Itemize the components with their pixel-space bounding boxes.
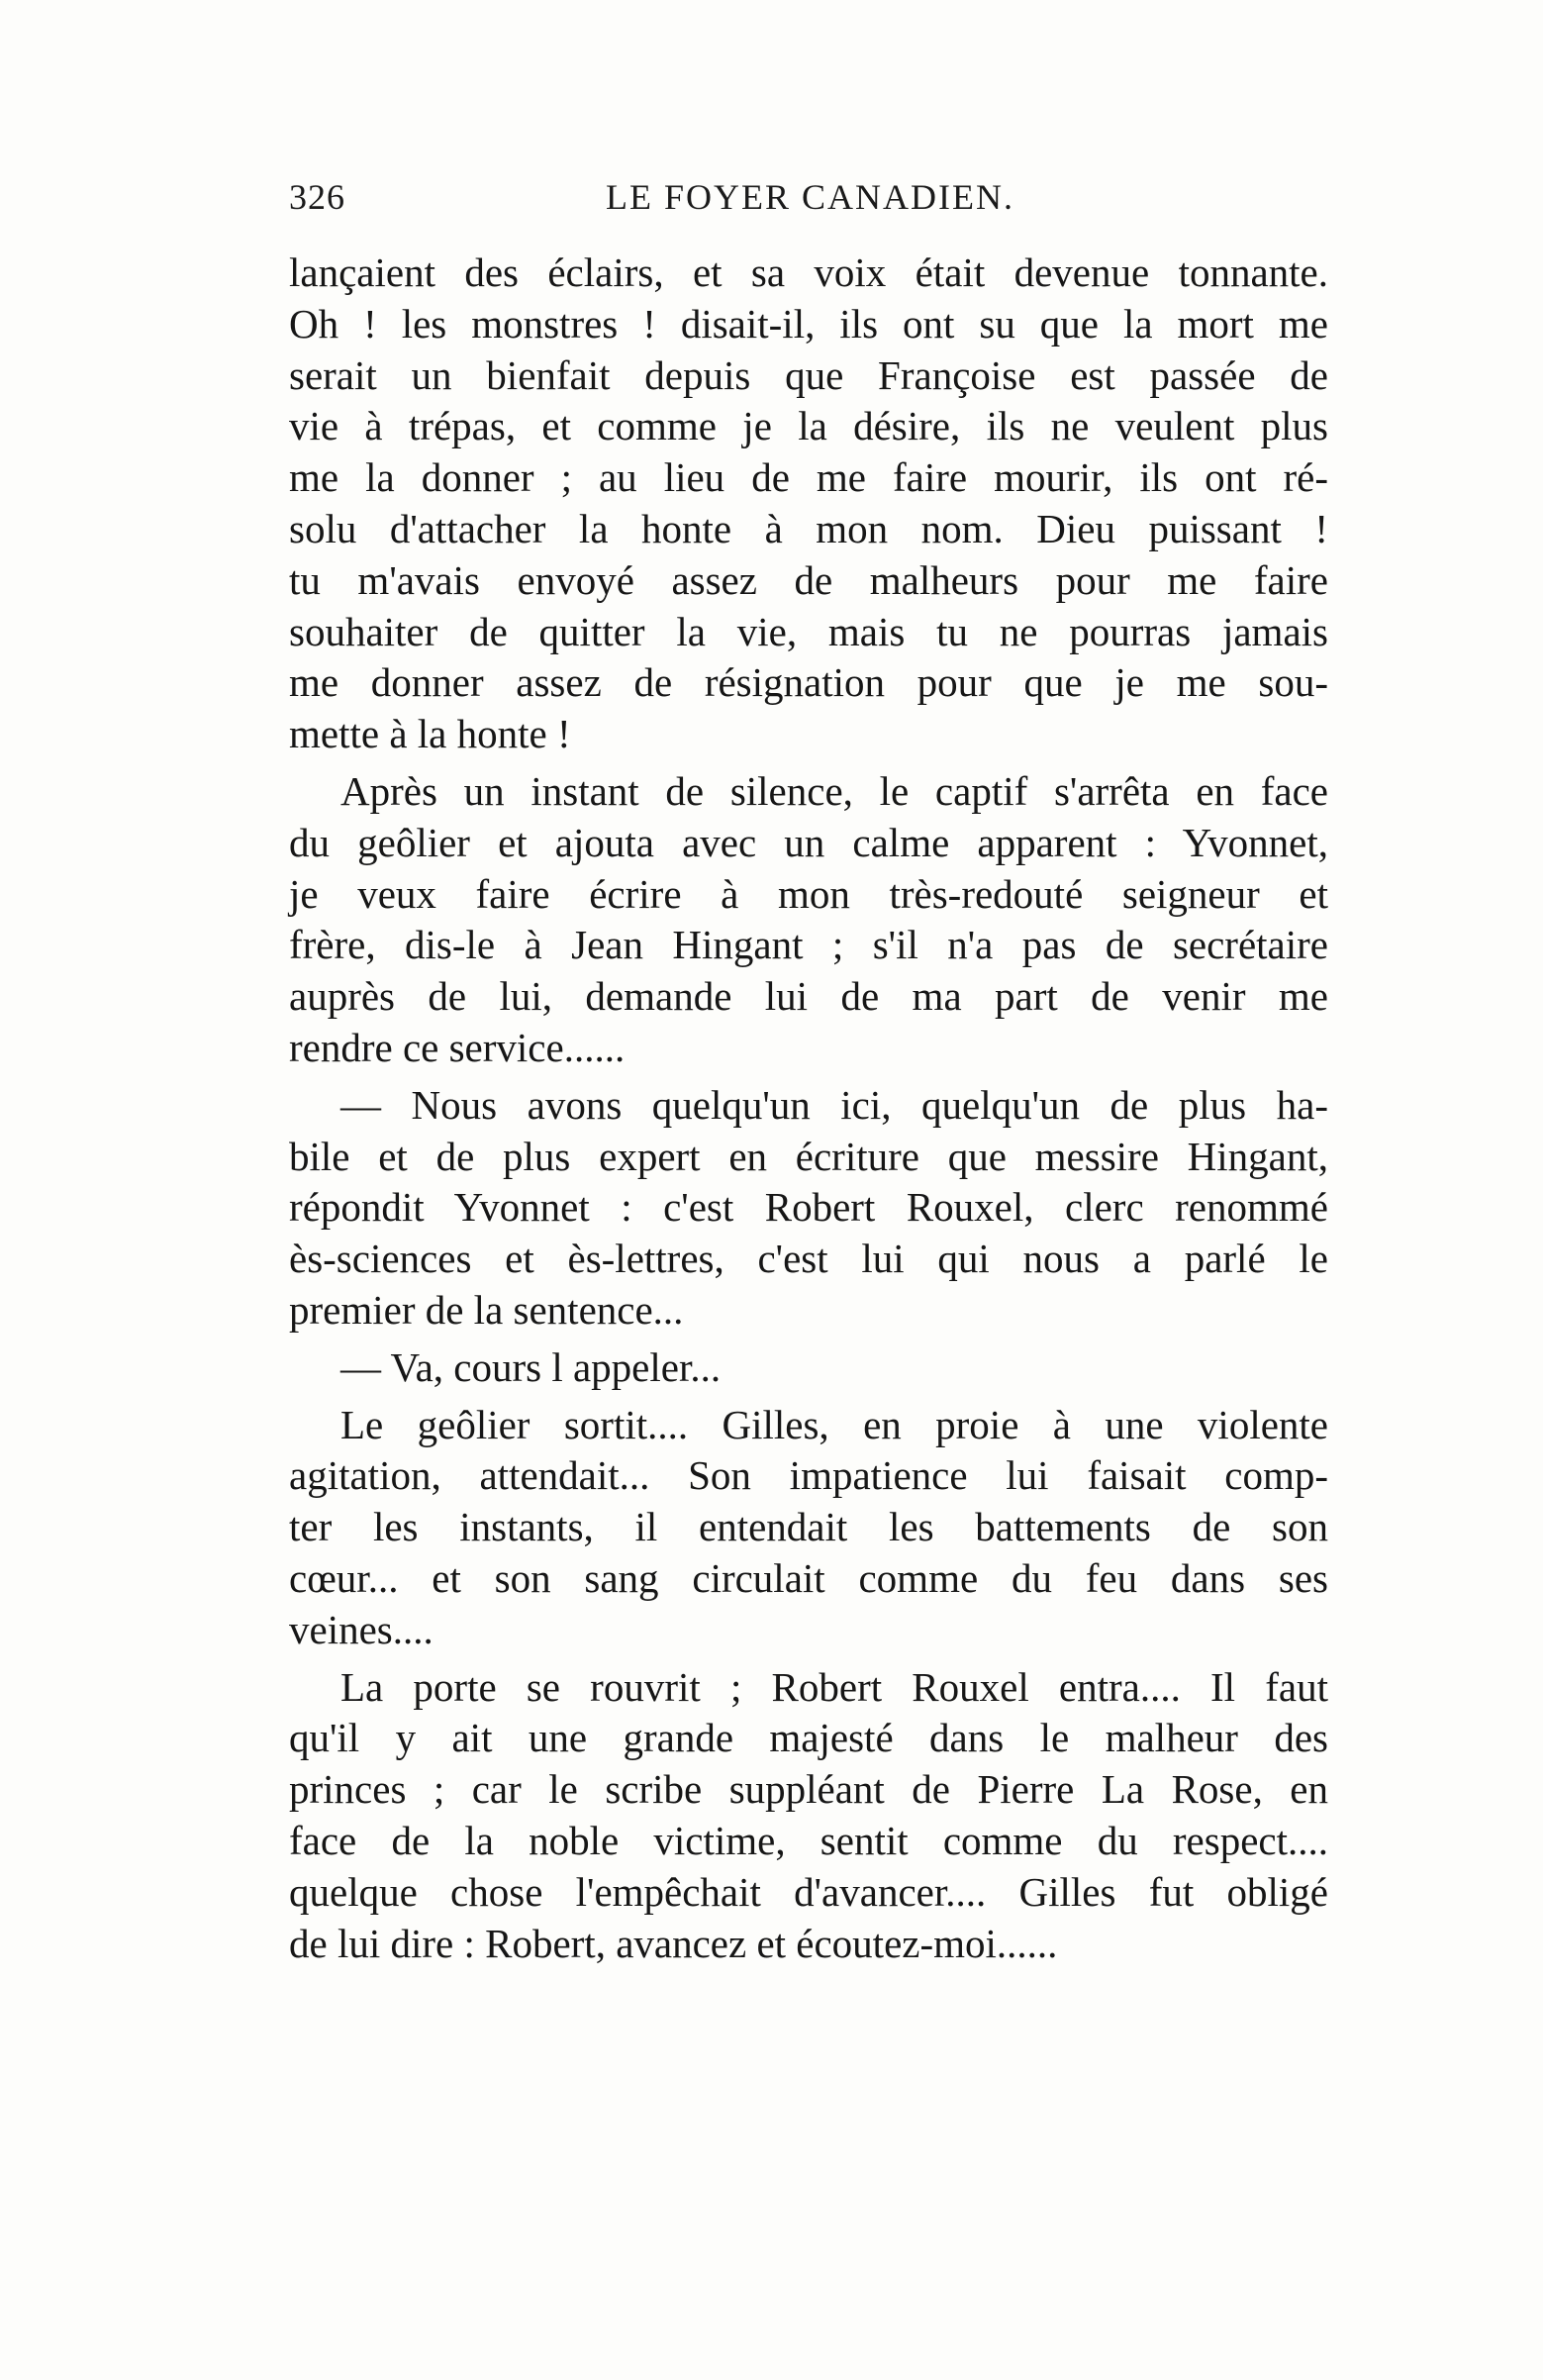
text-line: — Va, cours l appeler... (340, 1343, 722, 1390)
running-title: LE FOYER CANADIEN. (606, 177, 1014, 217)
paragraph-5 (289, 1400, 1328, 1656)
text-line: Le geôlier sortit.... Gilles, en proie à une violente (340, 1401, 1328, 1447)
text-line: ter les instants, il entendait les battements de son (289, 1504, 1328, 1550)
text-line: premier de la sentence... (289, 1286, 684, 1333)
text-line: agitation, attendait... Son impatience lui faisait comp- (289, 1452, 1328, 1499)
text-line: qu'il y ait une grande majesté dans le malheur des (289, 1715, 1328, 1761)
text-line: — Nous avons quelqu'un ici, quelqu'un de plus ha- (340, 1081, 1328, 1128)
text-line: Oh ! les monstres ! disait-il, ils ont su que la mort me (289, 300, 1328, 347)
text-line: veines.... (289, 1606, 434, 1652)
text-line: de lui dire : Robert, avancez et écoutez-moi...... (289, 1920, 1058, 1966)
paragraph-6 (289, 1662, 1328, 1970)
paragraph-2 (289, 766, 1328, 1074)
text-line: me la donner ; au lieu de me faire mourir, ils ont ré- (289, 454, 1328, 501)
text-line: mette à la honte ! (289, 711, 571, 757)
page-number: 326 (289, 177, 345, 217)
text-line: auprès de lui, demande lui de ma part de venir me (289, 973, 1328, 1020)
text-line: rendre ce service...... (289, 1024, 626, 1070)
text-line: quelque chose l'empêchait d'avancer.... Gilles fut obligé (289, 1868, 1328, 1915)
text-line: cœur... et son sang circulait comme du feu dans ses (289, 1554, 1328, 1601)
text-line: je veux faire écrire à mon très-redouté seigneur et (289, 870, 1328, 917)
text-line: serait un bienfait depuis que Françoise est passée de (289, 351, 1328, 398)
text-line: lançaient des éclairs, et sa voix était devenue tonnante. (289, 249, 1328, 295)
text-line: bile et de plus expert en écriture que messire Hingant, (289, 1133, 1328, 1179)
text-line: répondit Yvonnet : c'est Robert Rouxel, clerc renommé (289, 1184, 1328, 1231)
paragraph-3 (289, 1080, 1328, 1337)
text-line: face de la noble victime, sentit comme du respect.... (289, 1817, 1328, 1863)
text-line: Après un instant de silence, le captif s'arrêta en face (340, 767, 1328, 814)
paragraph-1 (289, 248, 1328, 760)
text-line: solu d'attacher la honte à mon nom. Dieu puissant ! (289, 505, 1328, 551)
text-line: tu m'avais envoyé assez de malheurs pour me faire (289, 556, 1328, 603)
text-line: frère, dis-le à Jean Hingant ; s'il n'a pas de secrétaire (289, 922, 1328, 968)
text-line: La porte se rouvrit ; Robert Rouxel entra.... Il faut (340, 1663, 1328, 1710)
text-line: souhaiter de quitter la vie, mais tu ne pourras jamais (289, 608, 1328, 654)
body-text (289, 248, 1328, 1975)
paragraph-4 (289, 1342, 1328, 1394)
text-line: du geôlier et ajouta avec un calme apparent : Yvonnet, (289, 819, 1328, 865)
page-header (289, 176, 1328, 224)
text-line: princes ; car le scribe suppléant de Pierre La Rose, en (289, 1766, 1328, 1813)
text-line: vie à trépas, et comme je la désire, ils ne veulent plus (289, 403, 1328, 449)
text-line: ès-sciences et ès-lettres, c'est lui qui nous a parlé le (289, 1236, 1328, 1282)
text-line: me donner assez de résignation pour que je me sou- (289, 659, 1328, 706)
